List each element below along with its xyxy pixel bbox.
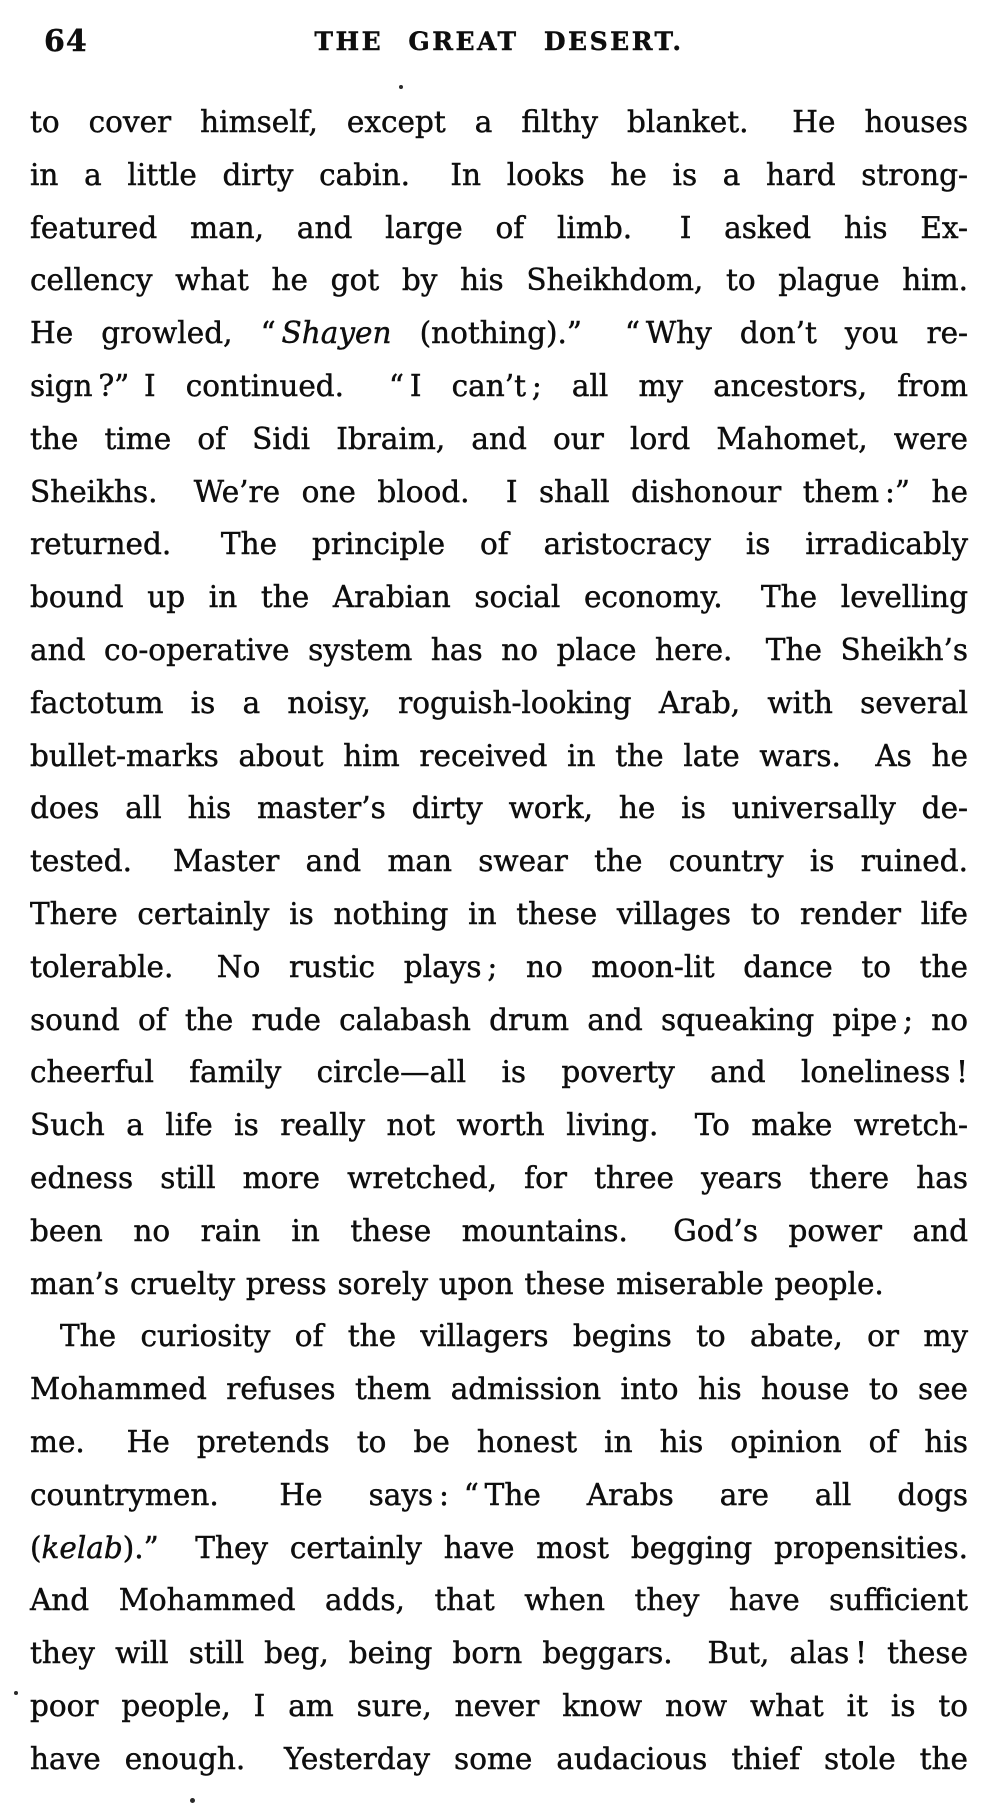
text-line bbox=[30, 1574, 968, 1627]
text-segment: man’s cruelty press sorely upon these miserable people. bbox=[30, 1266, 884, 1301]
body-text bbox=[30, 96, 968, 1786]
text-line bbox=[30, 1152, 968, 1205]
scan-speck bbox=[14, 1691, 18, 1695]
text-segment: does all his master’s dirty work, he is universally de- bbox=[30, 791, 968, 826]
text-line bbox=[30, 1416, 968, 1469]
text-line bbox=[30, 1522, 968, 1575]
text-line bbox=[30, 1310, 968, 1363]
text-segment: tolerable. No rustic plays ; no moon-lit dance to the bbox=[30, 949, 968, 984]
text-line bbox=[30, 1363, 968, 1416]
text-line bbox=[30, 1627, 968, 1680]
text-line bbox=[30, 149, 968, 202]
text-segment: tested. Master and man swear the country is ruined. bbox=[30, 844, 968, 879]
text-line bbox=[30, 888, 968, 941]
text-line bbox=[30, 254, 968, 307]
text-line bbox=[30, 96, 968, 149]
text-line bbox=[30, 1258, 968, 1311]
text-segment: me. He pretends to be honest in his opinion of his bbox=[30, 1424, 968, 1459]
text-line bbox=[30, 1099, 968, 1152]
text-segment: He growled, “ bbox=[30, 316, 282, 351]
italic-text: kelab bbox=[41, 1530, 123, 1565]
text-segment: they will still beg, being born beggars. But, alas ! these bbox=[30, 1636, 968, 1671]
text-segment: ( bbox=[30, 1530, 42, 1565]
text-segment: been no rain in these mountains. God’s power and bbox=[30, 1213, 968, 1248]
text-segment: have enough. Yesterday some audacious thief stole the bbox=[30, 1741, 968, 1776]
text-segment: returned. The principle of aristocracy is irradicably bbox=[30, 527, 968, 562]
text-line bbox=[30, 202, 968, 255]
text-segment: featured man, and large of limb. I asked his Ex- bbox=[30, 210, 968, 245]
text-line bbox=[30, 730, 968, 783]
text-segment: cheerful family circle—all is poverty and loneliness ! bbox=[30, 1055, 968, 1090]
italic-text: Shayen bbox=[281, 316, 392, 351]
text-segment: Mohammed refuses them admission into his house to see bbox=[30, 1372, 968, 1407]
text-segment: Sheikhs. We’re one blood. I shall dishonour them :” he bbox=[30, 474, 968, 509]
text-segment: The curiosity of the villagers begins to abate, or my bbox=[60, 1319, 968, 1354]
text-segment: ).” They certainly have most begging propensities. bbox=[122, 1530, 968, 1565]
text-line bbox=[30, 1680, 968, 1733]
text-segment: sound of the rude calabash drum and squeaking pipe ; no bbox=[30, 1002, 968, 1037]
text-line bbox=[30, 571, 968, 624]
text-segment: bullet-marks about him received in the late wars. As he bbox=[30, 738, 968, 773]
text-line bbox=[30, 1046, 968, 1099]
text-line bbox=[30, 518, 968, 571]
page-header bbox=[30, 22, 968, 62]
running-head-title: THE GREAT DESERT. bbox=[314, 27, 684, 56]
text-segment: to cover himself, except a filthy blanket. He houses bbox=[30, 105, 968, 139]
text-segment: edness still more wretched, for three years there has bbox=[30, 1160, 968, 1195]
text-line bbox=[30, 307, 968, 360]
text-line bbox=[30, 1469, 968, 1522]
text-line bbox=[30, 1733, 968, 1786]
text-segment: cellency what he got by his Sheikhdom, to plague him. bbox=[30, 263, 968, 298]
text-segment: poor people, I am sure, never know now what it is to bbox=[30, 1688, 968, 1723]
text-segment: Such a life is really not worth living. To make wretch- bbox=[30, 1108, 968, 1143]
text-line bbox=[30, 1205, 968, 1258]
text-line bbox=[30, 782, 968, 835]
scan-speck bbox=[399, 85, 403, 89]
text-line bbox=[30, 994, 968, 1047]
text-segment: factotum is a noisy, roguish-looking Arab, with several bbox=[30, 685, 968, 720]
scan-speck bbox=[190, 1798, 195, 1803]
page-number: 64 bbox=[44, 24, 88, 59]
text-segment: bound up in the Arabian social economy. The levelling bbox=[30, 580, 968, 615]
text-segment: countrymen. He says : “ The Arabs are all dogs bbox=[30, 1477, 968, 1512]
text-segment: (nothing).” “ Why don’t you re- bbox=[391, 316, 968, 351]
text-line bbox=[30, 466, 968, 519]
text-line bbox=[30, 413, 968, 466]
text-line bbox=[30, 677, 968, 730]
text-line bbox=[30, 941, 968, 994]
text-line bbox=[30, 624, 968, 677]
text-segment: There certainly is nothing in these villages to render life bbox=[30, 896, 968, 931]
text-line bbox=[30, 360, 968, 413]
text-segment: sign ?” I continued. “ I can’t ; all my ancestors, from bbox=[30, 368, 968, 403]
text-segment: in a little dirty cabin. In looks he is a hard strong- bbox=[30, 157, 968, 192]
text-segment: and co-operative system has no place here. The Sheikh’s bbox=[30, 632, 968, 667]
text-line bbox=[30, 835, 968, 888]
text-segment: And Mohammed adds, that when they have sufficient bbox=[30, 1583, 968, 1618]
text-segment: the time of Sidi Ibraim, and our lord Mahomet, were bbox=[30, 421, 968, 456]
